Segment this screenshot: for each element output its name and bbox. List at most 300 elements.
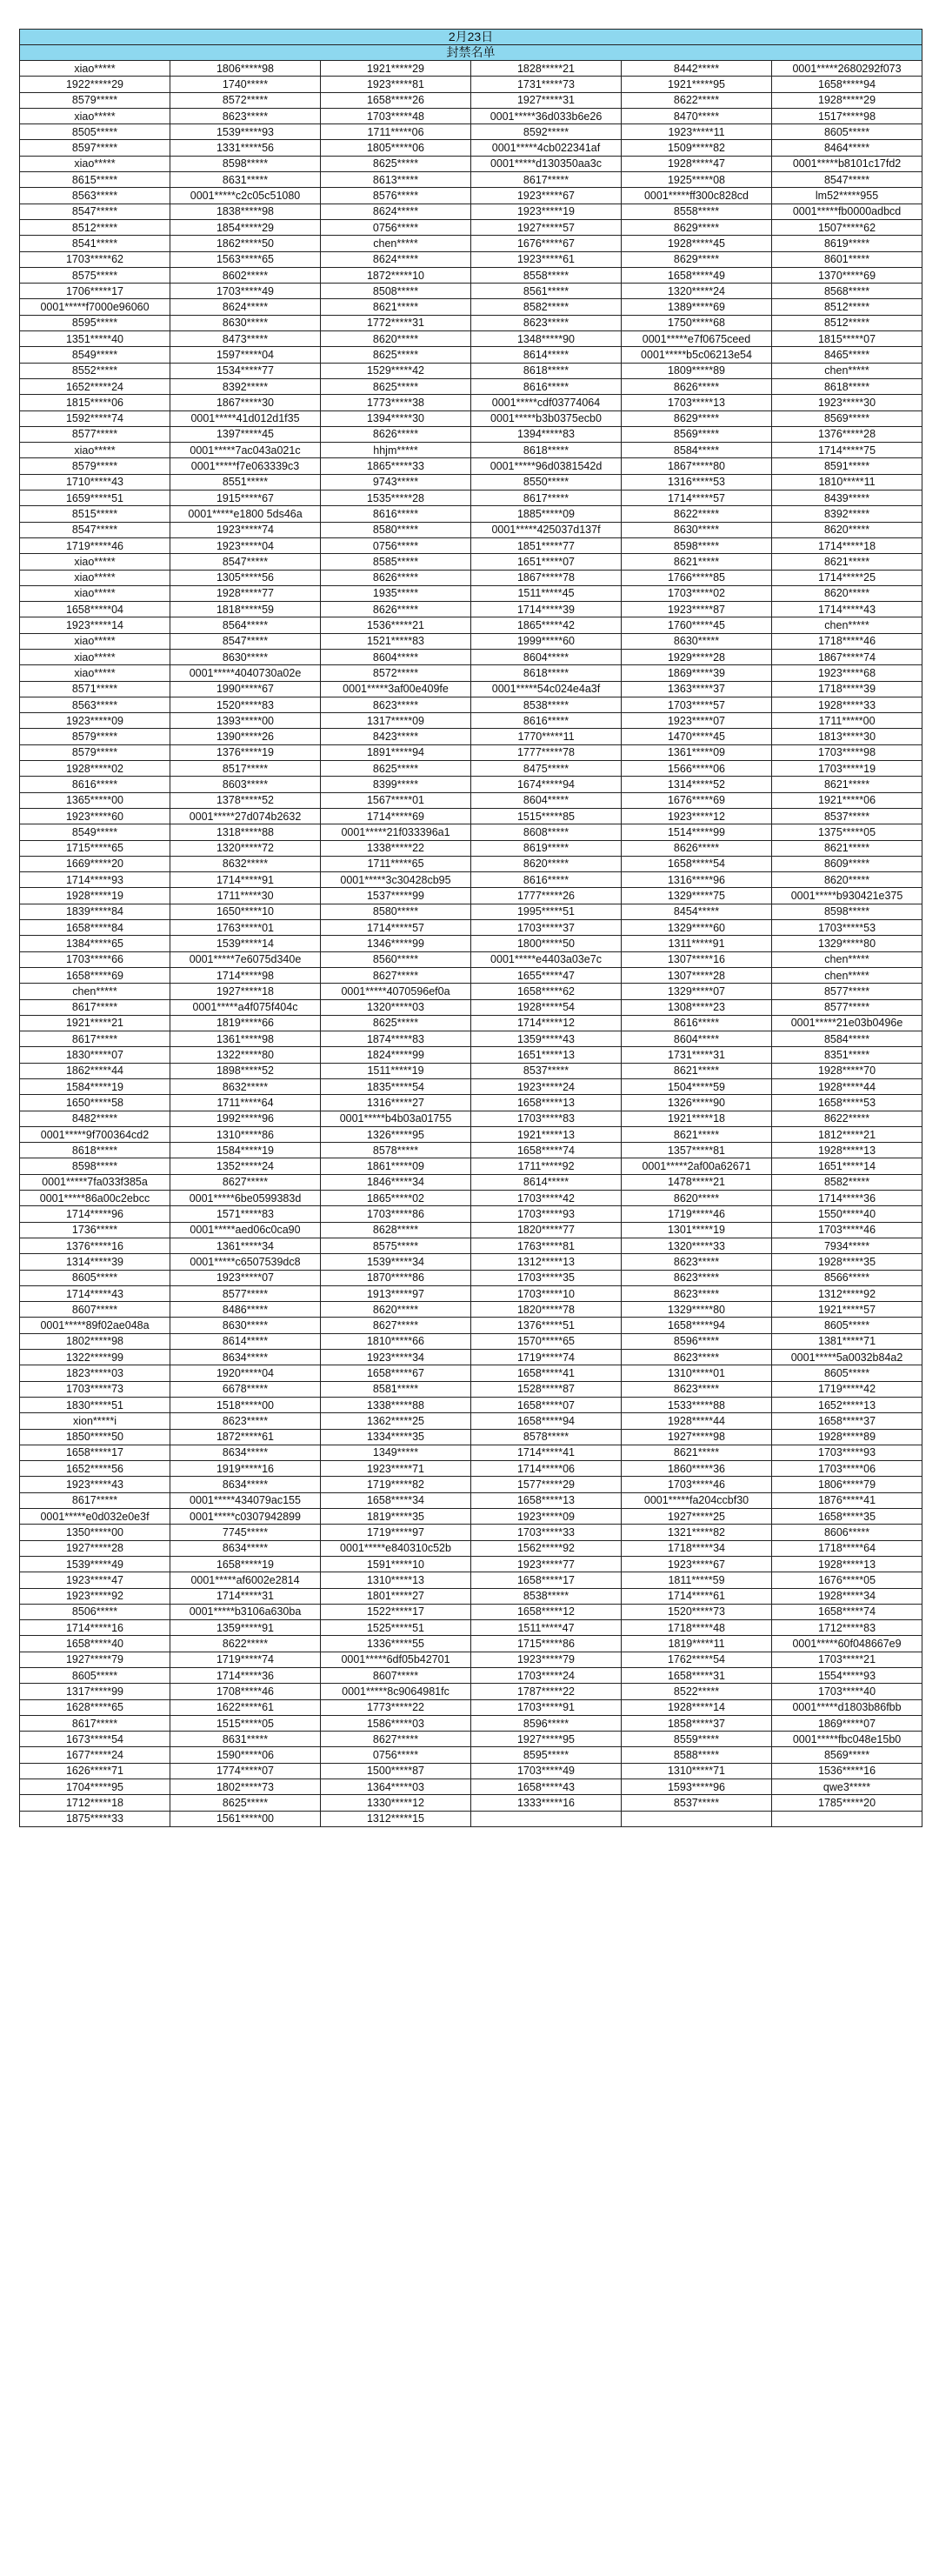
table-cell: 1719*****74 — [471, 1350, 622, 1365]
table-cell: hhjm***** — [321, 443, 471, 458]
table-cell: 1923*****61 — [471, 251, 622, 267]
table-cell: 8622***** — [622, 506, 772, 522]
table-cell: 8552***** — [20, 363, 170, 378]
table-cell: 8392***** — [772, 506, 922, 522]
table-row — [20, 744, 922, 760]
table-cell: 8569***** — [772, 1747, 922, 1763]
table-cell: 1927*****95 — [471, 1732, 622, 1747]
table-cell: 1658*****74 — [471, 1143, 622, 1158]
table-cell: 1554*****93 — [772, 1667, 922, 1683]
table-cell: 8617***** — [20, 1715, 170, 1731]
table-row — [20, 1620, 922, 1636]
table-row — [20, 888, 922, 904]
table-cell: 1714*****93 — [20, 872, 170, 888]
table-cell: 8591***** — [772, 458, 922, 474]
table-row — [20, 395, 922, 410]
table-cell: 1658*****67 — [321, 1365, 471, 1381]
table-cell: 1874*****83 — [321, 1031, 471, 1047]
table-cell: 0001*****4cb022341af — [471, 140, 622, 156]
table-cell: 1872*****10 — [321, 267, 471, 283]
table-cell: 1867*****78 — [471, 570, 622, 585]
table-cell: 1865*****33 — [321, 458, 471, 474]
table-row — [20, 1525, 922, 1540]
table-cell: 1935***** — [321, 585, 471, 601]
table-cell: 8604***** — [321, 649, 471, 664]
table-row — [20, 491, 922, 506]
table-cell: 1711*****92 — [471, 1158, 622, 1174]
table-cell: 0001*****b5c06213e54 — [622, 347, 772, 363]
table-cell: 1858*****37 — [622, 1715, 772, 1731]
table-row — [20, 443, 922, 458]
table-cell: 1714*****98 — [170, 967, 321, 983]
table-cell: 1376*****19 — [170, 744, 321, 760]
table-cell: 1703*****40 — [772, 1684, 922, 1699]
table-row — [20, 777, 922, 792]
table-cell: 1773*****22 — [321, 1699, 471, 1715]
table-cell: 1658*****31 — [622, 1667, 772, 1683]
table-row — [20, 697, 922, 712]
table-cell: 1500*****87 — [321, 1763, 471, 1779]
table-cell: 8623***** — [622, 1285, 772, 1301]
table-cell: 1592*****74 — [20, 410, 170, 426]
table-cell: 1812*****21 — [772, 1126, 922, 1142]
table-cell: 8512***** — [772, 299, 922, 315]
table-row — [20, 1413, 922, 1429]
table-cell: 1712*****83 — [772, 1620, 922, 1636]
table-cell: 1520*****73 — [622, 1604, 772, 1619]
table-cell: 0001*****9f700364cd2 — [20, 1126, 170, 1142]
table-cell: 1891*****94 — [321, 744, 471, 760]
table-cell: 1865*****02 — [321, 1191, 471, 1206]
table-cell: 8577***** — [772, 984, 922, 999]
table-cell: 0001*****86a00c2ebcc — [20, 1191, 170, 1206]
table-cell: 1571*****83 — [170, 1206, 321, 1222]
table-cell: 1316*****53 — [622, 474, 772, 490]
table-cell: 1714*****91 — [170, 872, 321, 888]
table-cell: 0001*****b3106a630ba — [170, 1604, 321, 1619]
table-cell: 1314*****39 — [20, 1254, 170, 1270]
table-cell: 1718*****39 — [772, 681, 922, 697]
table-cell: 1714*****43 — [772, 602, 922, 617]
table-cell: 1923*****68 — [772, 665, 922, 681]
table-cell: 1923*****09 — [471, 1509, 622, 1525]
table-row — [20, 474, 922, 490]
table-cell: 8577***** — [170, 1285, 321, 1301]
table-cell: 1719*****97 — [321, 1525, 471, 1540]
table-cell: 1563*****65 — [170, 251, 321, 267]
table-cell: 1766*****85 — [622, 570, 772, 585]
table-cell: 1710*****43 — [20, 474, 170, 490]
table-row — [20, 1461, 922, 1477]
table-cell: 1872*****61 — [170, 1429, 321, 1445]
table-cell: 8618***** — [471, 665, 622, 681]
table-cell: 0001*****af6002e2814 — [170, 1572, 321, 1588]
table-cell: 1740***** — [170, 77, 321, 92]
table-cell: 8547***** — [170, 633, 321, 649]
table-cell: 1876*****41 — [772, 1492, 922, 1508]
table-cell: 1359*****43 — [471, 1031, 622, 1047]
table-cell: 8571***** — [20, 681, 170, 697]
table-row — [20, 1779, 922, 1795]
table-cell: 1330*****12 — [321, 1795, 471, 1811]
table-cell: 1320*****72 — [170, 840, 321, 856]
table-cell: 8537***** — [471, 1063, 622, 1078]
table-row — [20, 522, 922, 537]
table-cell: 1658*****43 — [471, 1779, 622, 1795]
table-cell: chen***** — [321, 236, 471, 251]
table-cell: 0001*****8c9064981fc — [321, 1684, 471, 1699]
table-row — [20, 1397, 922, 1412]
table-cell: 1927*****79 — [20, 1652, 170, 1667]
table-row — [20, 1763, 922, 1779]
table-row — [20, 1667, 922, 1683]
table-cell: 1714*****06 — [471, 1461, 622, 1477]
table-row — [20, 808, 922, 824]
table-cell: xiao***** — [20, 61, 170, 77]
table-cell: 1338*****22 — [321, 840, 471, 856]
table-cell: 0001*****c0307942899 — [170, 1509, 321, 1525]
table-cell: 1577*****29 — [471, 1477, 622, 1492]
table-cell: 8632***** — [170, 856, 321, 871]
table-cell: 1772*****31 — [321, 315, 471, 330]
table-cell: 0001*****425037d137f — [471, 522, 622, 537]
table-row — [20, 1111, 922, 1126]
table-cell: lm52*****955 — [772, 188, 922, 204]
table-cell: 1990*****67 — [170, 681, 321, 697]
table-row — [20, 172, 922, 188]
table-cell: 1711*****30 — [170, 888, 321, 904]
sheet-date: 2月23日 — [20, 30, 922, 45]
table-cell: 1714*****96 — [20, 1206, 170, 1222]
table-row — [20, 1684, 922, 1699]
table-cell: 8550***** — [471, 474, 622, 490]
table-cell: 8616***** — [471, 378, 622, 394]
table-cell: 8559***** — [622, 1732, 772, 1747]
table-cell: 1810*****66 — [321, 1333, 471, 1349]
table-cell: 1923*****04 — [170, 537, 321, 553]
table-cell: 1928*****02 — [20, 761, 170, 777]
table-cell — [772, 1811, 922, 1826]
table-cell: 1658*****07 — [471, 1397, 622, 1412]
table-cell: 8577***** — [772, 999, 922, 1015]
table-cell: 8584***** — [772, 1031, 922, 1047]
table-cell: 1824*****99 — [321, 1047, 471, 1063]
table-cell: 1763*****01 — [170, 920, 321, 936]
table-cell: 1703*****35 — [471, 1270, 622, 1285]
table-cell: 0001*****2af00a62671 — [622, 1158, 772, 1174]
table-cell: 0001*****b930421e375 — [772, 888, 922, 904]
table-cell: 1809*****89 — [622, 363, 772, 378]
table-cell: 1659*****51 — [20, 491, 170, 506]
table-cell: 0001*****c6507539dc8 — [170, 1254, 321, 1270]
table-cell: 1539*****49 — [20, 1556, 170, 1572]
table-cell: 8604***** — [622, 1031, 772, 1047]
table-cell: 1669*****20 — [20, 856, 170, 871]
table-cell: 8616***** — [20, 777, 170, 792]
table-cell: 1525*****51 — [321, 1620, 471, 1636]
table-cell: 1719*****82 — [321, 1477, 471, 1492]
table-cell: 1536*****21 — [321, 617, 471, 633]
table-cell: 1658*****84 — [20, 920, 170, 936]
table-cell: 1927*****98 — [622, 1429, 772, 1445]
table-cell: 1536*****16 — [772, 1763, 922, 1779]
table-cell: 8575***** — [20, 267, 170, 283]
table-cell: 1676*****05 — [772, 1572, 922, 1588]
table-cell: 1928*****45 — [622, 236, 772, 251]
table-cell: 1658*****74 — [772, 1604, 922, 1619]
table-cell: 1364*****03 — [321, 1779, 471, 1795]
table-cell: 1714*****57 — [622, 491, 772, 506]
table-cell: 8549***** — [20, 824, 170, 840]
table-cell: 1770*****11 — [471, 729, 622, 744]
table-cell: 7745***** — [170, 1525, 321, 1540]
table-cell: 8603***** — [170, 777, 321, 792]
table-cell: 8614***** — [170, 1333, 321, 1349]
table-cell: 1593*****96 — [622, 1779, 772, 1795]
table-cell: 1650*****58 — [20, 1095, 170, 1111]
table-cell: 1533*****88 — [622, 1397, 772, 1412]
table-cell: 8563***** — [20, 697, 170, 712]
table-row — [20, 378, 922, 394]
table-cell: 1928*****33 — [772, 697, 922, 712]
table-row — [20, 92, 922, 108]
table-cell: 8465***** — [772, 347, 922, 363]
table-cell: 1703*****93 — [471, 1206, 622, 1222]
table-row — [20, 617, 922, 633]
table-cell: 8515***** — [20, 506, 170, 522]
table-cell: 8547***** — [20, 204, 170, 219]
table-cell: xiao***** — [20, 633, 170, 649]
table-cell: 1928*****34 — [772, 1588, 922, 1604]
table-cell: 8625***** — [321, 761, 471, 777]
table-cell: 0001*****c2c05c51080 — [170, 188, 321, 204]
table-row — [20, 1254, 922, 1270]
table-cell: 8620***** — [321, 331, 471, 347]
table-row — [20, 1079, 922, 1095]
table-cell: 8607***** — [321, 1667, 471, 1683]
table-cell: 1514*****99 — [622, 824, 772, 840]
table-cell: 1785*****20 — [772, 1795, 922, 1811]
table-cell: 1311*****91 — [622, 936, 772, 951]
table-cell: 1801*****27 — [321, 1588, 471, 1604]
table-cell: 8625***** — [321, 1015, 471, 1031]
table-cell: 0001*****27d074b2632 — [170, 808, 321, 824]
table-cell: 8625***** — [321, 347, 471, 363]
table-cell: 8605***** — [20, 1270, 170, 1285]
table-cell: 8617***** — [20, 1492, 170, 1508]
table-cell: 8623***** — [622, 1270, 772, 1285]
table-row — [20, 1540, 922, 1556]
table-cell: 8628***** — [321, 1222, 471, 1238]
table-cell: 8551***** — [170, 474, 321, 490]
table-cell: 1658*****94 — [772, 77, 922, 92]
table-cell: 8547***** — [170, 554, 321, 570]
table-row — [20, 299, 922, 315]
table-cell: 1584*****19 — [20, 1079, 170, 1095]
table-cell: 1389*****69 — [622, 299, 772, 315]
table-cell: 8623***** — [622, 1381, 772, 1397]
table-cell: 1885*****09 — [471, 506, 622, 522]
table-cell: 1923*****07 — [622, 713, 772, 729]
table-cell: 1819*****35 — [321, 1509, 471, 1525]
table-cell: 1658*****34 — [321, 1492, 471, 1508]
table-cell: 1862*****44 — [20, 1063, 170, 1078]
table-cell: 1381*****71 — [772, 1333, 922, 1349]
table-cell: 1711*****65 — [321, 856, 471, 871]
table-cell: 1922*****29 — [20, 77, 170, 92]
table-cell: 8617***** — [20, 999, 170, 1015]
table-cell: 1310*****71 — [622, 1763, 772, 1779]
table-row — [20, 1556, 922, 1572]
table-cell: 8608***** — [471, 824, 622, 840]
table-cell: 1334*****35 — [321, 1429, 471, 1445]
table-cell: 8626***** — [321, 570, 471, 585]
table-row — [20, 236, 922, 251]
table-cell: 1923*****30 — [772, 395, 922, 410]
table-row — [20, 1191, 922, 1206]
table-cell: 1867*****74 — [772, 649, 922, 664]
table-cell: 0001*****7e6075d340e — [170, 951, 321, 967]
table-cell: 1316*****27 — [321, 1095, 471, 1111]
table-cell: 1719*****46 — [20, 537, 170, 553]
table-cell: 8597***** — [20, 140, 170, 156]
table-cell: 1336*****55 — [321, 1636, 471, 1652]
table-cell: 1535*****28 — [321, 491, 471, 506]
table-cell: 1326*****95 — [321, 1126, 471, 1142]
table-row — [20, 1063, 922, 1078]
table-cell: xiao***** — [20, 554, 170, 570]
table-cell: 1703*****19 — [772, 761, 922, 777]
table-row — [20, 729, 922, 744]
table-cell: 1658*****49 — [622, 267, 772, 283]
table-cell: xiao***** — [20, 443, 170, 458]
table-cell: 8616***** — [622, 1015, 772, 1031]
table-cell: 1703*****66 — [20, 951, 170, 967]
table-cell: 1658*****17 — [471, 1572, 622, 1588]
table-cell: 1316*****96 — [622, 872, 772, 888]
table-cell: 1478*****21 — [622, 1174, 772, 1190]
table-row — [20, 681, 922, 697]
table-cell: 1810*****11 — [772, 474, 922, 490]
table-cell: xion*****i — [20, 1413, 170, 1429]
table-cell: 8585***** — [321, 554, 471, 570]
table-cell: 1715*****65 — [20, 840, 170, 856]
table-row — [20, 633, 922, 649]
table-cell: 1658*****94 — [622, 1318, 772, 1333]
table-row — [20, 1365, 922, 1381]
table-cell: 1921*****29 — [321, 61, 471, 77]
table-cell: 1384*****65 — [20, 936, 170, 951]
table-row — [20, 1285, 922, 1301]
table-cell: 1566*****06 — [622, 761, 772, 777]
table-cell: 0001*****21f033396a1 — [321, 824, 471, 840]
table-cell: 1703*****33 — [471, 1525, 622, 1540]
table-cell: 1928*****35 — [772, 1254, 922, 1270]
table-cell: 1658*****12 — [471, 1604, 622, 1619]
table-row — [20, 1509, 922, 1525]
table-cell: 1736***** — [20, 1222, 170, 1238]
table-cell: 8624***** — [170, 299, 321, 315]
table-cell: 1774*****07 — [170, 1763, 321, 1779]
table-cell: 1703*****98 — [772, 744, 922, 760]
table-cell: 1320*****03 — [321, 999, 471, 1015]
table-cell: 1867*****30 — [170, 395, 321, 410]
table-row — [20, 920, 922, 936]
table-cell: 1815*****06 — [20, 395, 170, 410]
table-cell: 8616***** — [321, 506, 471, 522]
table-cell: 8617***** — [20, 1031, 170, 1047]
table-row — [20, 363, 922, 378]
table-cell: 8631***** — [170, 172, 321, 188]
table-cell: 1711*****06 — [321, 124, 471, 140]
table-cell: 1351*****40 — [20, 331, 170, 347]
table-cell: 1731*****31 — [622, 1047, 772, 1063]
table-cell: 8572***** — [170, 92, 321, 108]
table-cell: 8627***** — [321, 967, 471, 983]
table-cell: 8634***** — [170, 1350, 321, 1365]
table-cell: 1658*****35 — [772, 1509, 922, 1525]
table-row — [20, 108, 922, 123]
table-cell: 8621***** — [622, 1063, 772, 1078]
table-cell: 1651*****14 — [772, 1158, 922, 1174]
table-cell: 1800*****50 — [471, 936, 622, 951]
table-row — [20, 761, 922, 777]
table-row — [20, 1699, 922, 1715]
table-cell: 1898*****52 — [170, 1063, 321, 1078]
table-cell: 1714*****43 — [20, 1285, 170, 1301]
table-cell: 1802*****98 — [20, 1333, 170, 1349]
table-cell: 8579***** — [20, 744, 170, 760]
table-cell: 1521*****83 — [321, 633, 471, 649]
table-cell: 8627***** — [170, 1174, 321, 1190]
table-cell: 1470*****45 — [622, 729, 772, 744]
table-cell: 0756***** — [321, 1747, 471, 1763]
table-cell: 1714*****31 — [170, 1588, 321, 1604]
table-cell: 8558***** — [622, 204, 772, 219]
table-cell: 0001*****7fa033f385a — [20, 1174, 170, 1190]
table-cell: 8582***** — [772, 1174, 922, 1190]
table-cell: 1658*****37 — [772, 1413, 922, 1429]
table-cell: 1511*****19 — [321, 1063, 471, 1078]
table-cell — [622, 1811, 772, 1826]
table-row — [20, 267, 922, 283]
table-cell: 8632***** — [170, 1079, 321, 1095]
table-cell: 1928*****29 — [772, 92, 922, 108]
table-row — [20, 1477, 922, 1492]
table-row — [20, 1238, 922, 1253]
table-cell: 1655*****47 — [471, 967, 622, 983]
table-cell: 1658*****04 — [20, 602, 170, 617]
table-cell: 1359*****91 — [170, 1620, 321, 1636]
table-row — [20, 315, 922, 330]
table-cell: 1820*****77 — [471, 1222, 622, 1238]
table-cell: 8569***** — [622, 426, 772, 442]
table-cell: 1703*****57 — [622, 697, 772, 712]
table-row — [20, 1095, 922, 1111]
table-cell: 8621***** — [772, 554, 922, 570]
table-cell: 1923*****67 — [471, 188, 622, 204]
table-cell: 1321*****82 — [622, 1525, 772, 1540]
table-cell: 1703*****73 — [20, 1381, 170, 1397]
table-cell: 8616***** — [471, 713, 622, 729]
table-cell: 1913*****97 — [321, 1285, 471, 1301]
table-cell: 8616***** — [471, 872, 622, 888]
table-row — [20, 1318, 922, 1333]
table-cell: 1815*****07 — [772, 331, 922, 347]
table-row — [20, 458, 922, 474]
table-cell: 1875*****33 — [20, 1811, 170, 1826]
table-cell: 1658*****54 — [622, 856, 772, 871]
